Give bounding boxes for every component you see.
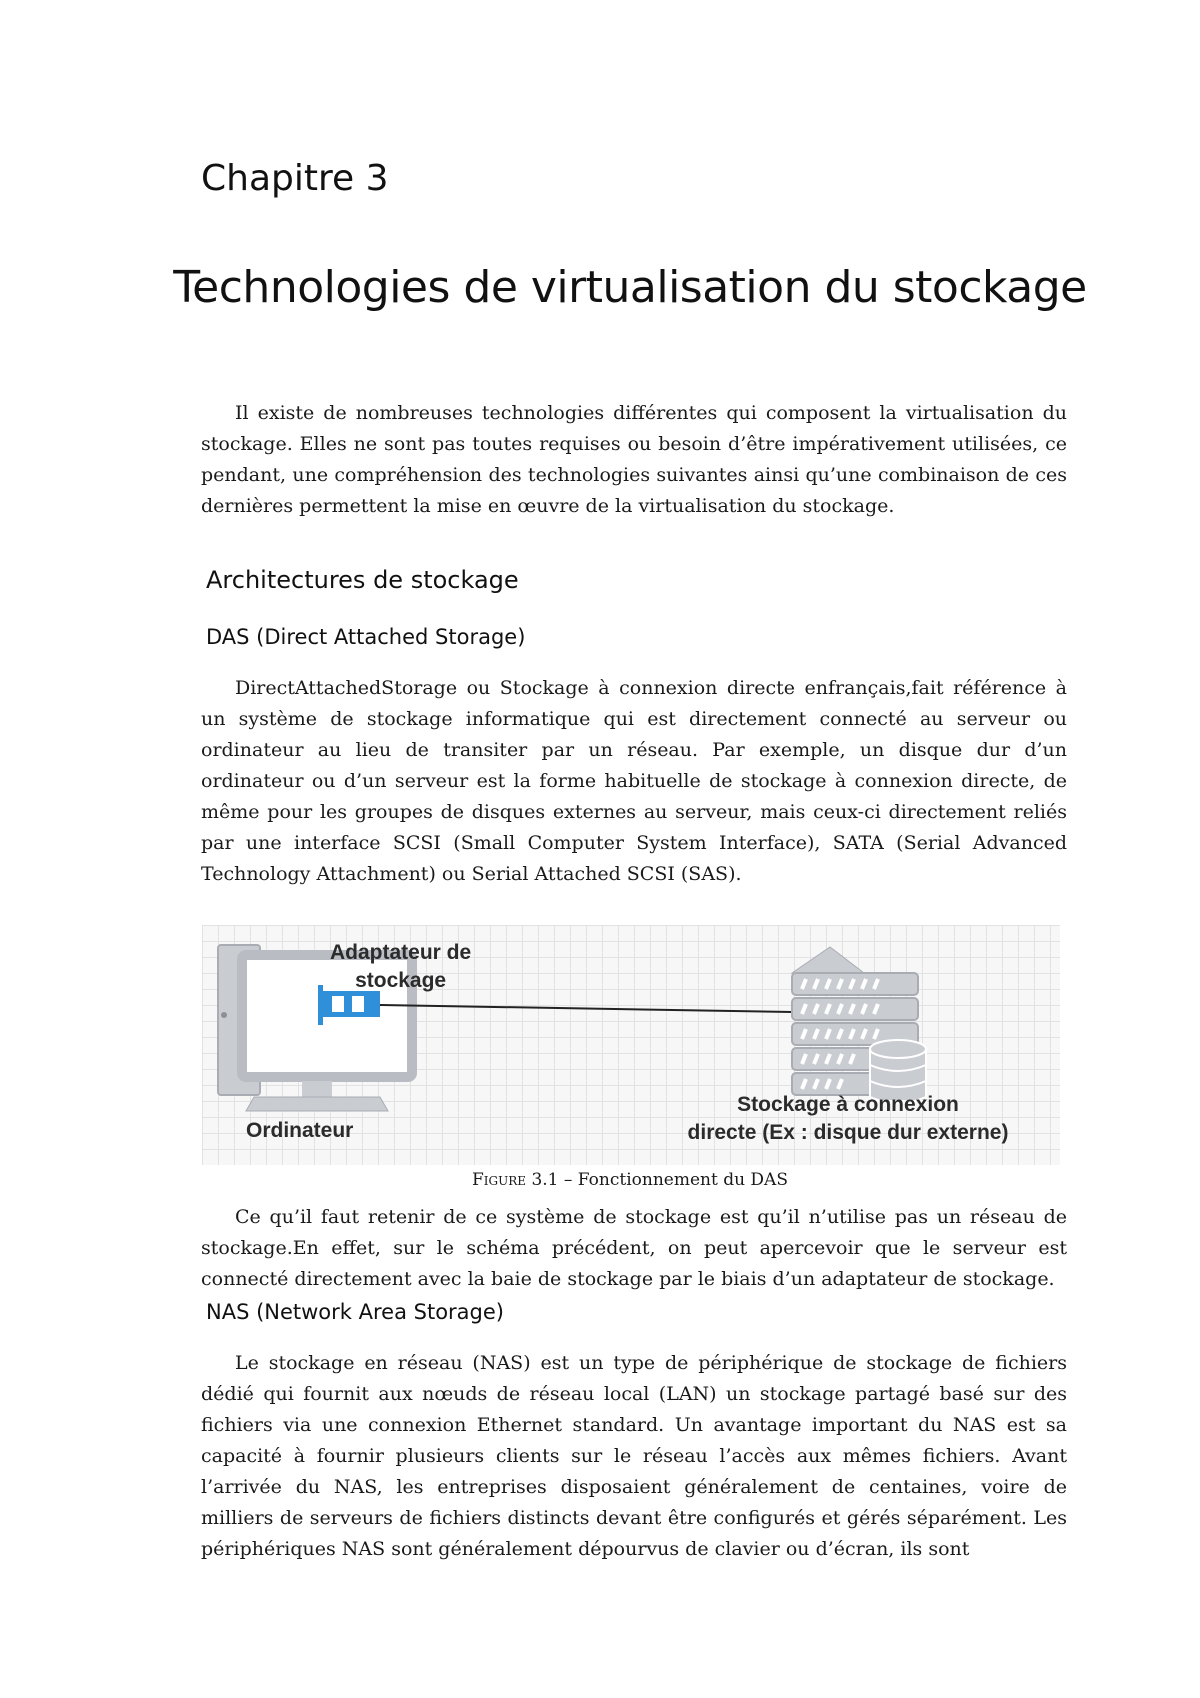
figure-caption: Figure 3.1 – Fonctionnement du DAS (472, 1170, 788, 1190)
das-title: DAS (Direct Attached Storage) (206, 625, 526, 649)
chapter-label: Chapitre 3 (201, 158, 389, 199)
das-conclusion-paragraph: Ce qu’il faut retenir de ce système de stockage est qu’il n’utilise pas un réseau de stockage.En effet, sur le schéma précédent, on peut apercevoir que le serveur est connecté directement avec la baie de stockage par le biais d’un adaptateur de stockage. (201, 1206, 1067, 1290)
section-title: Architectures de stockage (206, 566, 519, 594)
intro-paragraph: Il existe de nombreuses technologies différentes qui composent la virtualisation du stockage. Elles ne sont pas toutes requises ou besoin d’être impérativement utilisées, ce pendant, une compréhension des technologies suivantes ainsi qu’une combinaison de ces dernières permettent la mise en œuvre de la virtualisation du stockage. (201, 402, 1067, 517)
storage-label: Stockage à connexion directe (Ex : disque dur externe) (687, 1093, 1009, 1144)
connection-line (380, 1005, 792, 1012)
das-figure (202, 925, 1060, 1165)
chapter-title: Technologies de virtualisation du stockage (173, 262, 1087, 313)
adapter-label: Adaptateur de stockage (330, 941, 472, 992)
nas-title: NAS (Network Area Storage) (206, 1300, 504, 1324)
nas-paragraph: Le stockage en réseau (NAS) est un type de périphérique de stockage de fichiers dédié qui fournit aux nœuds de réseau local (LAN) un stockage partagé basé sur des fichiers via une connexion Ethernet standard. Un avantage important du NAS est sa capacité à fournir plusieurs clients sur le réseau l’accès aux mêmes fichiers. Avant l’arrivée du NAS, les entreprises disposaient généralement de centaines, voire de milliers de serveurs de fichiers distincts devant être configurés et gérés séparément. Les périphériques NAS sont généralement dépourvus de clavier ou d’écran, ils sont (201, 1352, 1067, 1560)
computer-label: Ordinateur (246, 1119, 354, 1142)
das-paragraph: DirectAttachedStorage ou Stockage à connexion directe enfrançais,fait référence à un système de stockage informatique qui est directement connecté au serveur ou ordinateur au lieu de transiter par un réseau. Par exemple, un disque dur d’un ordinateur ou d’un serveur est la forme habituelle de stockage à connexion directe, de même pour les groupes de disques externes au serveur, mais ceux-ci directement reliés par une interface SCSI (Small Computer System Interface), SATA (Serial Advanced Technology Attachment) ou Serial Attached SCSI (SAS). (201, 677, 1067, 885)
